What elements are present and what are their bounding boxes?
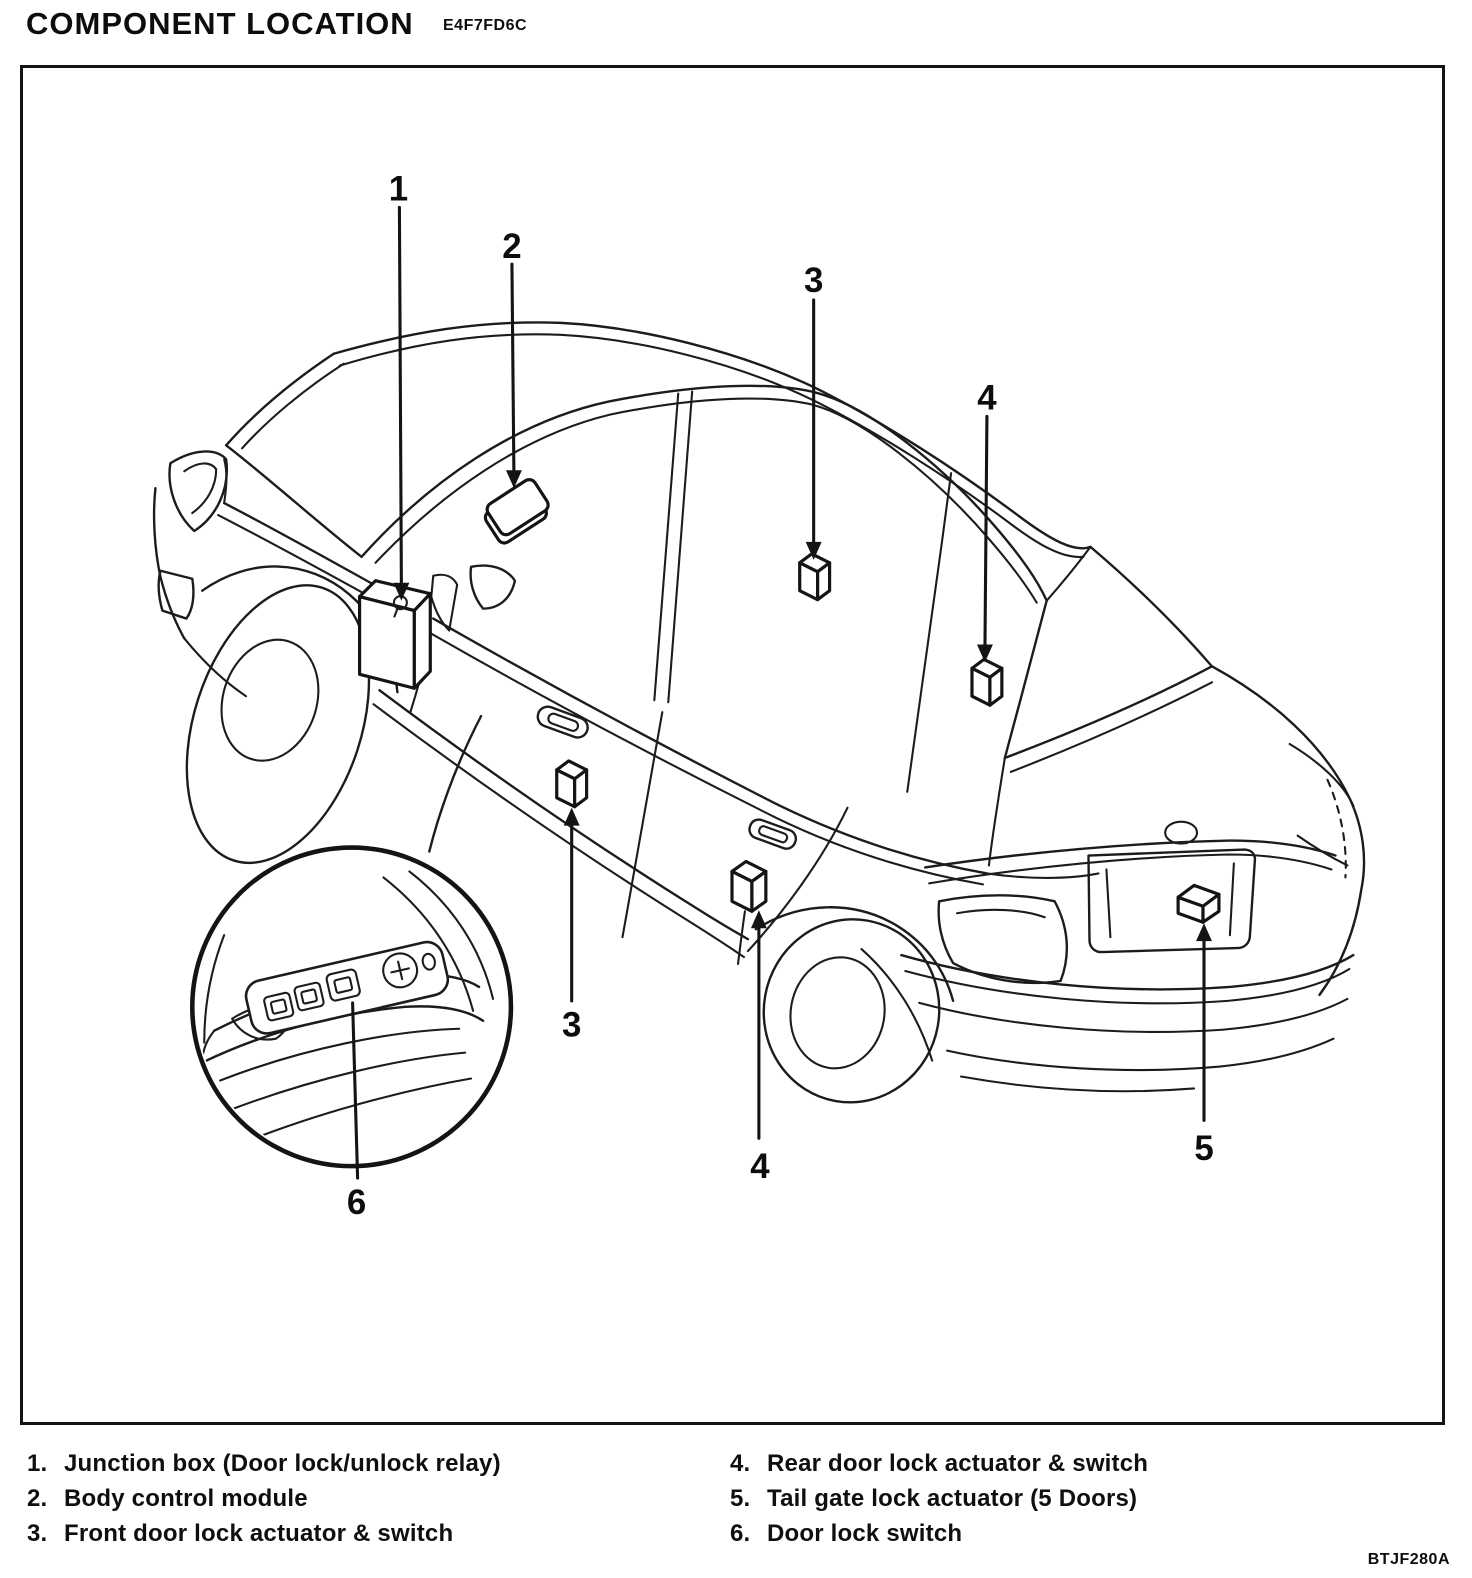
door-switch-inset — [192, 716, 511, 1166]
legend-item-number: 1. — [27, 1450, 48, 1477]
component-location-illustration — [23, 68, 1442, 1422]
callout-6: 6 — [346, 1182, 367, 1222]
callout-4-bottom: 4 — [750, 1147, 770, 1187]
leader-2 — [512, 264, 514, 476]
legend-item-label: Tail gate lock actuator (5 Doors) — [767, 1485, 1138, 1512]
legend-item-number: 3. — [27, 1520, 48, 1547]
legend-item-label: Junction box (Door lock/unlock relay) — [64, 1450, 501, 1477]
front-door-lock-actuator-near — [557, 761, 587, 807]
legend-right-column — [730, 1446, 1430, 1551]
diagram-frame — [20, 65, 1445, 1425]
callout-5: 5 — [1194, 1129, 1214, 1169]
rear-door-lock-actuator-near — [732, 861, 766, 911]
tail-gate-lock-actuator — [1178, 885, 1219, 922]
junction-box — [360, 581, 431, 689]
legend-item-number: 6. — [730, 1520, 751, 1547]
callout-1: 1 — [388, 169, 409, 209]
legend-item — [730, 1481, 1430, 1516]
rear-door-lock-actuator-far — [972, 659, 1002, 705]
leader-4-top — [985, 416, 987, 650]
callout-2: 2 — [502, 227, 522, 267]
legend-item — [730, 1446, 1430, 1481]
window-switch-panel — [243, 939, 451, 1037]
legend-item — [27, 1481, 697, 1516]
inset-pointer-curve — [429, 716, 481, 851]
legend-item — [27, 1516, 697, 1551]
callout-3-top: 3 — [803, 261, 824, 301]
leader-1 — [399, 207, 401, 588]
callout-4-top: 4 — [977, 378, 997, 418]
figure-code: BTJF280A — [1367, 1551, 1450, 1568]
legend-item-number: 4. — [730, 1450, 751, 1477]
legend-item — [27, 1446, 697, 1481]
legend-item-label: Body control module — [64, 1485, 308, 1512]
legend-item-label: Rear door lock actuator & switch — [767, 1450, 1149, 1477]
callout-3-bottom: 3 — [561, 1005, 582, 1045]
leader-6 — [353, 1003, 358, 1178]
section-code: E4F7FD6C — [443, 17, 528, 34]
legend-item-label: Front door lock actuator & switch — [64, 1520, 454, 1547]
body-control-module — [479, 477, 554, 546]
legend-item-label: Door lock switch — [767, 1520, 963, 1547]
page-title: COMPONENT LOCATION — [26, 6, 414, 41]
legend-item — [730, 1516, 1430, 1551]
front-door-lock-actuator-far — [800, 554, 830, 600]
callout-leaders — [353, 207, 1212, 1178]
legend-item-number: 2. — [27, 1485, 48, 1512]
inset-content — [202, 871, 493, 1136]
legend-item-number: 5. — [730, 1485, 751, 1512]
legend-left-column — [27, 1446, 697, 1551]
